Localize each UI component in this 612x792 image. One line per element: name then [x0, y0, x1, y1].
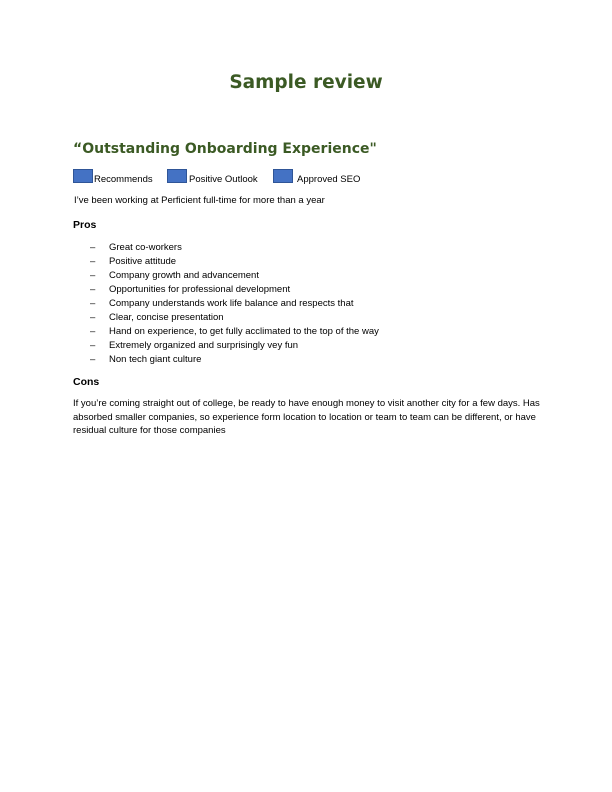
dash-bullet: – [90, 298, 96, 309]
pros-heading: Pros [73, 219, 97, 231]
list-item: – Opportunities for professional development [90, 284, 291, 295]
dash-bullet: – [90, 256, 96, 267]
dash-bullet: – [90, 270, 96, 281]
tag-label: Recommends [94, 174, 153, 185]
dash-bullet: – [90, 312, 96, 323]
cons-heading: Cons [73, 376, 100, 388]
cons-paragraph: If you’re coming straight out of college, be ready to have enough money to visit another city for a few days. Has absorbed smaller companies, so experience form location to location or team to team can be different, or have residual culture for those companies [73, 398, 540, 436]
tag-checkbox-icon [73, 169, 93, 183]
dash-bullet: – [90, 242, 96, 253]
list-item: – Hand on experience, to get fully acclimated to the top of the way [90, 326, 379, 337]
list-item: – Extremely organized and surprisingly vey fun [90, 340, 299, 351]
list-item: – Clear, concise presentation [90, 312, 224, 323]
list-item: – Great co-workers [90, 242, 182, 253]
tag-label: Positive Outlook [189, 174, 258, 185]
employment-status: I’ve been working at Perficient full-time for more than a year [74, 195, 325, 206]
tag-label: Approved SEO [297, 174, 361, 185]
list-item: – Positive attitude [90, 256, 177, 267]
page-title: Sample review [229, 72, 383, 93]
list-item: – Non tech giant culture [90, 354, 202, 365]
dash-bullet: – [90, 284, 96, 295]
dash-bullet: – [90, 326, 96, 337]
dash-bullet: – [90, 354, 96, 365]
tag-checkbox-icon [273, 169, 293, 183]
tag-checkbox-icon [167, 169, 187, 183]
review-title: “Outstanding Onboarding Experience" [73, 141, 377, 157]
list-item: – Company growth and advancement [90, 270, 259, 281]
dash-bullet: – [90, 340, 96, 351]
pros-list [90, 241, 379, 367]
list-item: – Company understands work life balance and respects that [90, 298, 354, 309]
